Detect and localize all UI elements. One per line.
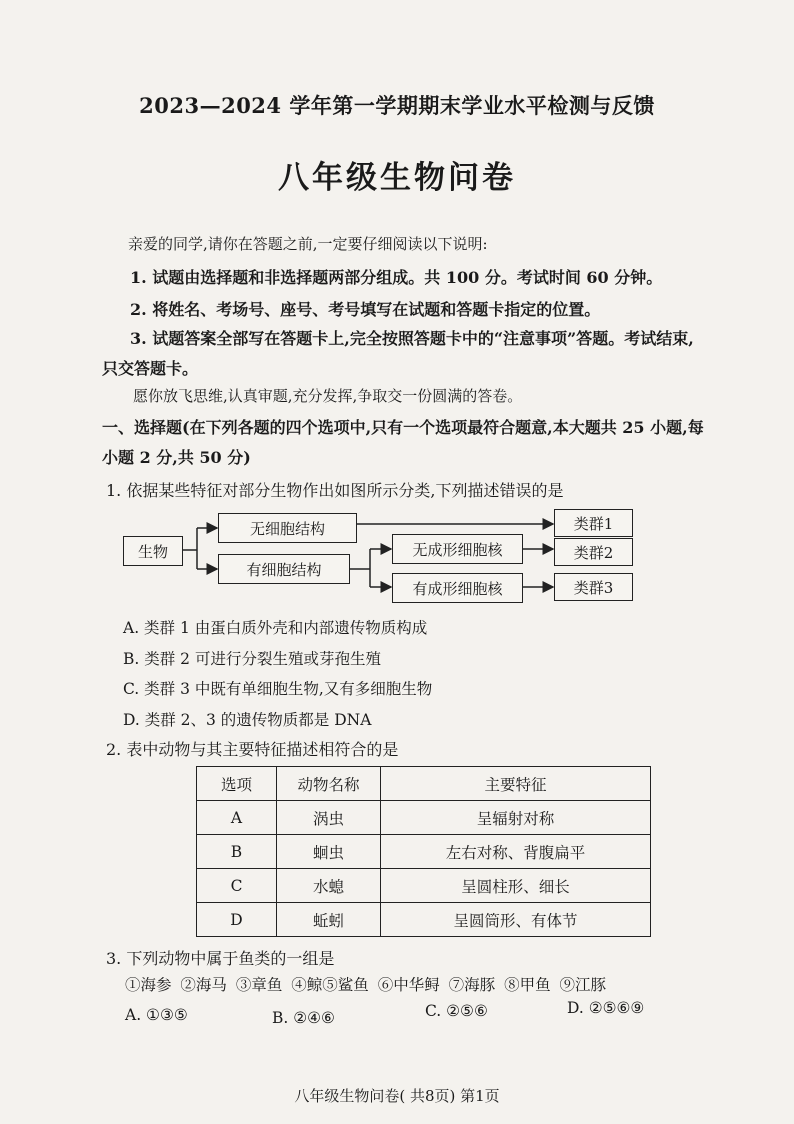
table-header-animal: 动物名称: [277, 767, 381, 801]
table-row: [197, 835, 651, 869]
node-no-cell-structure: 无细胞结构: [218, 513, 357, 543]
section-heading-line2: 小题 2 分,共 50 分): [102, 448, 251, 467]
table-header-row: [197, 767, 651, 801]
intro-rule-2: 2. 将姓名、考场号、座号、考号填写在试题和答题卡指定的位置。: [130, 300, 601, 319]
node-has-cell-structure: 有细胞结构: [218, 554, 350, 584]
node-no-nucleus: 无成形细胞核: [392, 534, 523, 564]
table-cell-animal: 蚯蚓: [277, 903, 381, 937]
q2-stem: 2. 表中动物与其主要特征描述相符合的是: [106, 740, 399, 759]
table-cell-animal: 蛔虫: [277, 835, 381, 869]
q1-stem: 1. 依据某些特征对部分生物作出如图所示分类,下列描述错误的是: [106, 481, 564, 500]
q1-option-c: C. 类群 3 中既有单细胞生物,又有多细胞生物: [123, 680, 433, 698]
table-row: [197, 801, 651, 835]
node-has-nucleus: 有成形细胞核: [392, 573, 523, 603]
q1-option-d: D. 类群 2、3 的遗传物质都是 DNA: [123, 711, 372, 729]
table-row: [197, 869, 651, 903]
paper-title: 八年级生物问卷: [278, 160, 516, 196]
q3-option-d: D. ②⑤⑥⑨: [567, 999, 645, 1017]
q3-option-a: A. ①③⑤: [125, 1006, 188, 1024]
q1-option-a: A. 类群 1 由蛋白质外壳和内部遗传物质构成: [123, 619, 428, 637]
intro-rule-3-line2: 只交答题卡。: [102, 359, 199, 378]
table-cell-option: D: [197, 903, 277, 937]
exam-title: 2023—2024 学年第一学期期末学业水平检测与反馈: [139, 93, 655, 118]
table-cell-animal: 水螅: [277, 869, 381, 903]
section-heading-line1: 一、选择题(在下列各题的四个选项中,只有一个选项最符合题意,本大题共 25 小题,每: [102, 418, 704, 437]
table-cell-option: A: [197, 801, 277, 835]
table-row: [197, 903, 651, 937]
table-cell-animal: 涡虫: [277, 801, 381, 835]
q3-option-b: B. ②④⑥: [272, 1009, 335, 1027]
table-cell-option: C: [197, 869, 277, 903]
table-cell-feature: 呈圆柱形、细长: [381, 869, 651, 903]
node-group-1: 类群1: [554, 509, 633, 537]
table-cell-feature: 左右对称、背腹扁平: [381, 835, 651, 869]
node-organism: 生物: [123, 536, 183, 566]
q3-items: ①海参 ②海马 ③章鱼 ④鲸⑤鲨鱼 ⑥中华鲟 ⑦海豚 ⑧甲鱼 ⑨江豚: [125, 976, 606, 994]
table-header-feature: 主要特征: [381, 767, 651, 801]
q3-option-c: C. ②⑤⑥: [425, 1002, 488, 1020]
q1-option-b: B. 类群 2 可进行分裂生殖或芽孢生殖: [123, 650, 381, 668]
intro-wish: 愿你放飞思维,认真审题,充分发挥,争取交一份圆满的答卷。: [133, 387, 523, 405]
intro-rule-1: 1. 试题由选择题和非选择题两部分组成。共 100 分。考试时间 60 分钟。: [130, 268, 663, 287]
intro-rule-3-line1: 3. 试题答案全部写在答题卡上,完全按照答题卡中的“注意事项”答题。考试结束,: [130, 329, 694, 348]
animal-feature-table: [196, 766, 651, 937]
node-group-2: 类群2: [554, 538, 633, 566]
table-cell-option: B: [197, 835, 277, 869]
q3-stem: 3. 下列动物中属于鱼类的一组是: [106, 949, 335, 968]
table-cell-feature: 呈圆筒形、有体节: [381, 903, 651, 937]
page-footer: 八年级生物问卷( 共8页) 第1页: [294, 1087, 500, 1105]
table-cell-feature: 呈辐射对称: [381, 801, 651, 835]
table-header-option: 选项: [197, 767, 277, 801]
intro-greeting: 亲爱的同学,请你在答题之前,一定要仔细阅读以下说明:: [128, 235, 488, 253]
node-group-3: 类群3: [554, 573, 633, 601]
